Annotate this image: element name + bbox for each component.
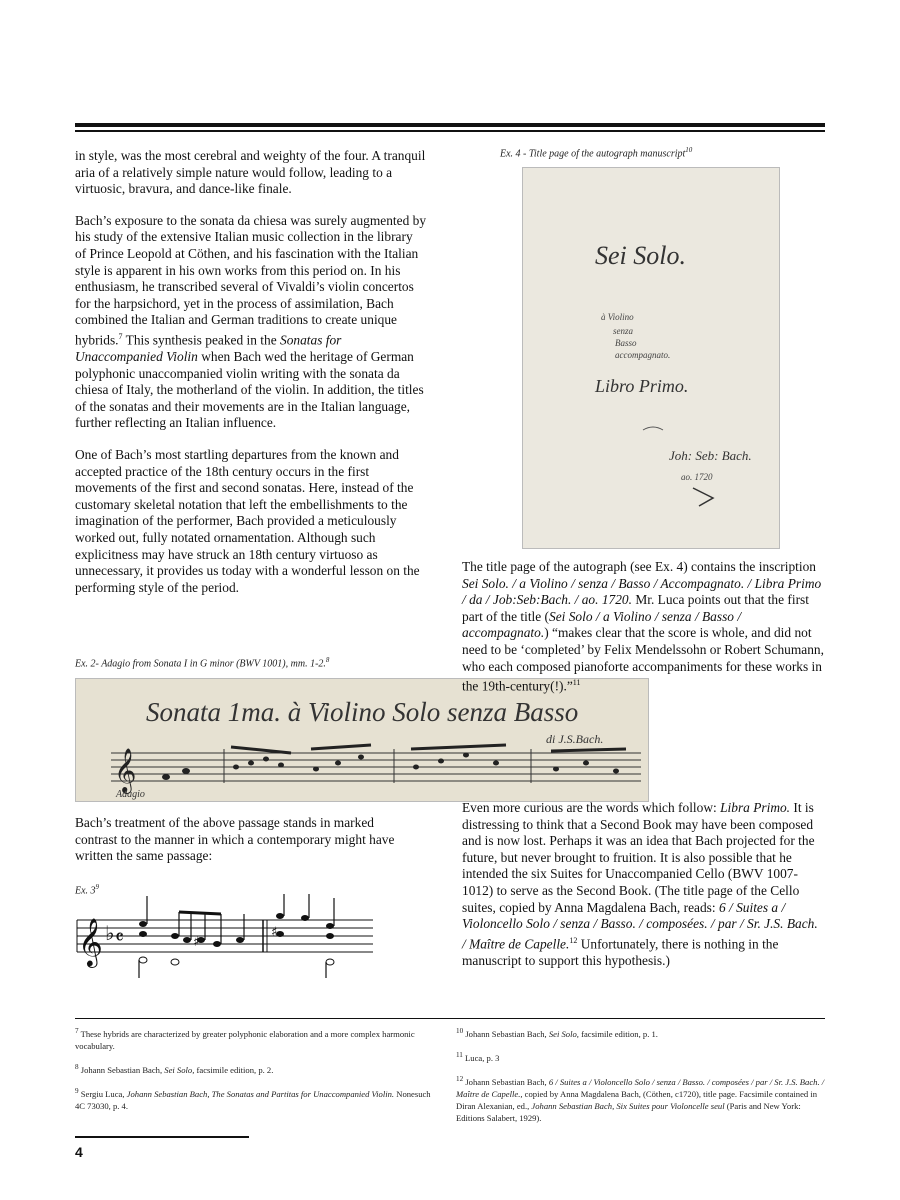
ex4-ms-title: Sei Solo. [595,241,686,270]
ex4-ms-year: ao. 1720 [681,472,713,482]
svg-text:𝄴: 𝄴 [115,925,124,949]
ex4-ms-libro: Libro Primo. [595,376,689,396]
svg-text:♭: ♭ [105,921,115,945]
left-paragraph-3: One of Bach’s most startling departures from the known and accepted practice of the 18th century occurs in the first movements of the first and second sonatas. Here, instead of the customary skeletal notation that left the embellishments to the imagination of the performer, Bach provided a meticulously worked out, fully notated ornamentation. Although such explicitness may have struck an 18th century virtuoso as unnecessary, it provides us today with a wonderful lesson on the performing style of the period. [75,446,420,595]
page-number: 4 [75,1144,83,1160]
footnote-10: $^{10}$ Johann Sebastian Bach, Sei Solo, facsimile edition, p. 1. [456,1027,658,1039]
ex2-caption: Ex. 2- Adagio from Sonata I in G minor (BWV 1001), mm. 1-2.$^8$ [75,656,330,670]
footnote-12: $^{12}$ Johann Sebastian Bach, 6 / Suites a / Violoncello Solo / senza / Basso. / composées / par / Sr. J.S. Bach. / Maître de Capelle., copied by Anna Magdalena Bach, (Cöthen, c1720), title page. Facsimile contained in Diran Alexanian, ed., Johann Sebastian Bach, Six Suites pour Violoncelle seul (Paris and New York: Editions Salabert, 1929). [456,1074,825,1123]
left-paragraph-2: Bach’s exposure to the sonata da chiesa was surely augmented by his study of the extensive Italian music collection in the library of Prince Leopold at Cöthen, and his fascination with the Italian style is apparent in his own works from this period on. In his enthusiasm, he transcribed several of Vivaldi’s violin concertos for the harpsichord, yet in the process of assimilation, Bach combined the Italian and German traditions to create unique hybrids.$^7$ This synthesis peaked in the Sonatas for Unaccompanied Violin when Bach wed the heritage of German polyphonic unaccompanied violin writing with the sonata da chiesa of Italy, the motherland of the violin. In addition, the titles of the sonatas and their movements are in the Italian language, further reflecting an Italian influence. [75,212,427,431]
right-paragraph-1: The title page of the autograph (see Ex. 4) contains the inscription Sei Solo. / a Violino / senza / Basso / Accompagnato. / Libra Primo / da / Job:Seb:Bach. / ao. 1720. Mr. Luca points out that the first part of the title (Sei Solo / a Violino / senza / Basso / accompagnato.) “makes clear that the score is whole, and did not need to be ‘completed’ by Felix Mendelssohn or Robert Schumann, who each composed pianoforte accompaniments for these works in the 19th-century(!).”$^{11}$ [462,559,824,694]
svg-text:à Violino: à Violino [601,312,634,322]
ex4-ms-signature: Joh: Seb: Bach. [669,448,752,463]
ex2-manuscript-image [75,678,649,802]
left-paragraph-1: in style, was the most cerebral and weighty of the four. A tranquil aria of a relatively simple nature would follow, leading to a virtuosic, bravura, and dance-like finale. [75,148,426,197]
ex2-ms-tempo: Adagio [116,789,145,800]
header-rule-thin [75,130,825,132]
ex4-caption: Ex. 4 - Title page of the autograph manuscript$^{10}$ [500,146,693,160]
svg-text:accompagnato.: accompagnato. [615,350,671,360]
footnote-rule [75,1018,825,1019]
svg-text:Basso: Basso [615,338,637,348]
svg-text:𝄞: 𝄞 [114,748,137,792]
svg-text:senza: senza [613,326,633,336]
footnote-11: $^{11}$ Luca, p. 3 [456,1050,500,1063]
left-column [75,148,427,611]
footnote-9: $^9$ Sergiu Luca, Johann Sebastian Bach, The Sonatas and Partitas for Unaccompanied Violin. Nonesuch 4C 73030, p. 4. [75,1086,431,1111]
footnotes-left [75,1025,435,1121]
footnotes-right [456,1025,826,1133]
footnote-7: $^7$ These hybrids are characterized by greater polyphonic elaboration and a more complex harmonic vocabulary. [75,1027,415,1051]
ex4-title-page-svg [523,168,779,548]
right-paragraph-2: Even more curious are the words which follow: Libra Primo. It is distressing to think that a Second Book may have been composed and is now lost. Perhaps it was an idea that Bach projected for the future, but never brought to fruition. It is also possible that he intended the six Suites for Unaccompanied Cello (BWV 1007-1012) to serve as the Second Book. (The title page of the Cello suites, copied by Anna Magdalena Bach, reads: 6 / Suites a / Violoncello Solo / senza / Basso. / composées. / par / Sr. J.S. Bach. / Maître de Capelle.$^{12}$ Unfortunately, there is nothing in the manuscript to support this hypothesis.) [462,800,818,968]
svg-text:𝄞: 𝄞 [78,917,103,966]
ex3-caption: Ex. $3^9$ [75,883,100,897]
svg-text:♯: ♯ [193,935,200,950]
ex4-title-page-image [522,167,780,549]
left-paragraph-4: Bach’s treatment of the above passage stands in marked contrast to the manner in which a contemporary might have written the same passage: [75,815,395,864]
ex3-music-notation [75,890,375,982]
ex2-ms-signature: di J.S.Bach. [546,732,604,746]
ex2-ms-title: Sonata 1ma. à Violino Solo senza Basso [146,697,579,727]
header-rule-thick [75,123,825,127]
svg-text:♯: ♯ [271,925,278,940]
page-number-rule [75,1136,249,1138]
footnote-8: $^8$ Johann Sebastian Bach, Sei Solo, facsimile edition, p. 2. [75,1062,274,1075]
ex2-manuscript-svg [76,679,648,801]
